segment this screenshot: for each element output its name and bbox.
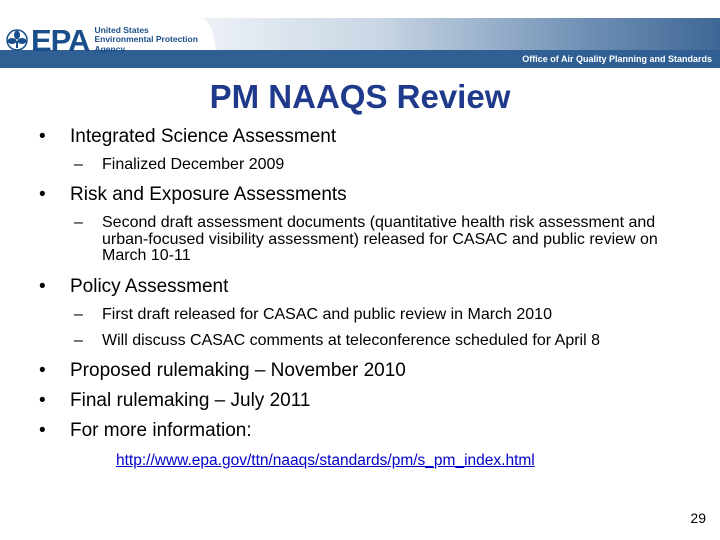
bullet-info: • For more information: <box>70 420 252 442</box>
sub-bullet-text: First draft released for CASAC and public review in March 2010 <box>102 306 552 323</box>
dash-marker: – <box>74 332 83 349</box>
header-banner <box>0 0 720 72</box>
bullet-proposed: • Proposed rulemaking – November 2010 <box>70 360 406 382</box>
bullet-isa: • Integrated Science Assessment <box>70 126 336 148</box>
bullet-final: • Final rulemaking – July 2011 <box>70 390 310 412</box>
bullet-pa: • Policy Assessment <box>70 276 228 298</box>
agency-line-2: Environmental Protection <box>94 34 198 45</box>
sub-bullet-pa-2 <box>74 332 702 350</box>
sub-bullet-text: Will discuss CASAC comments at teleconference scheduled for April 8 <box>102 332 600 349</box>
bullet-rea: • Risk and Exposure Assessments <box>70 184 347 206</box>
office-name: Office of Air Quality Planning and Standards <box>522 54 712 64</box>
page-number: 29 <box>690 510 706 526</box>
agency-name <box>94 26 197 55</box>
sub-bullet-isa-1 <box>74 156 662 174</box>
agency-line-3: Agency <box>94 43 126 54</box>
epa-flower-icon <box>6 29 28 51</box>
sub-bullet-rea-1 <box>74 214 662 265</box>
agency-line-1: United States <box>94 24 149 35</box>
dash-marker: – <box>74 306 83 323</box>
dash-marker: – <box>74 214 83 231</box>
sub-bullet-text: Second draft assessment documents (quantitative health risk assessment and urban-focused visibility assessment) released for CASAC and public review on March 10-11 <box>102 214 658 264</box>
slide-title: PM NAAQS Review <box>209 78 511 115</box>
pm-index-link[interactable]: http://www.epa.gov/ttn/naaqs/standards/pm/s_pm_index.html <box>116 452 535 469</box>
sub-bullet-pa-1 <box>74 306 662 324</box>
dash-marker: – <box>74 156 83 173</box>
sub-bullet-text: Finalized December 2009 <box>102 156 285 173</box>
epa-logo-text: EPA <box>31 22 90 58</box>
epa-logo[interactable] <box>6 20 198 60</box>
